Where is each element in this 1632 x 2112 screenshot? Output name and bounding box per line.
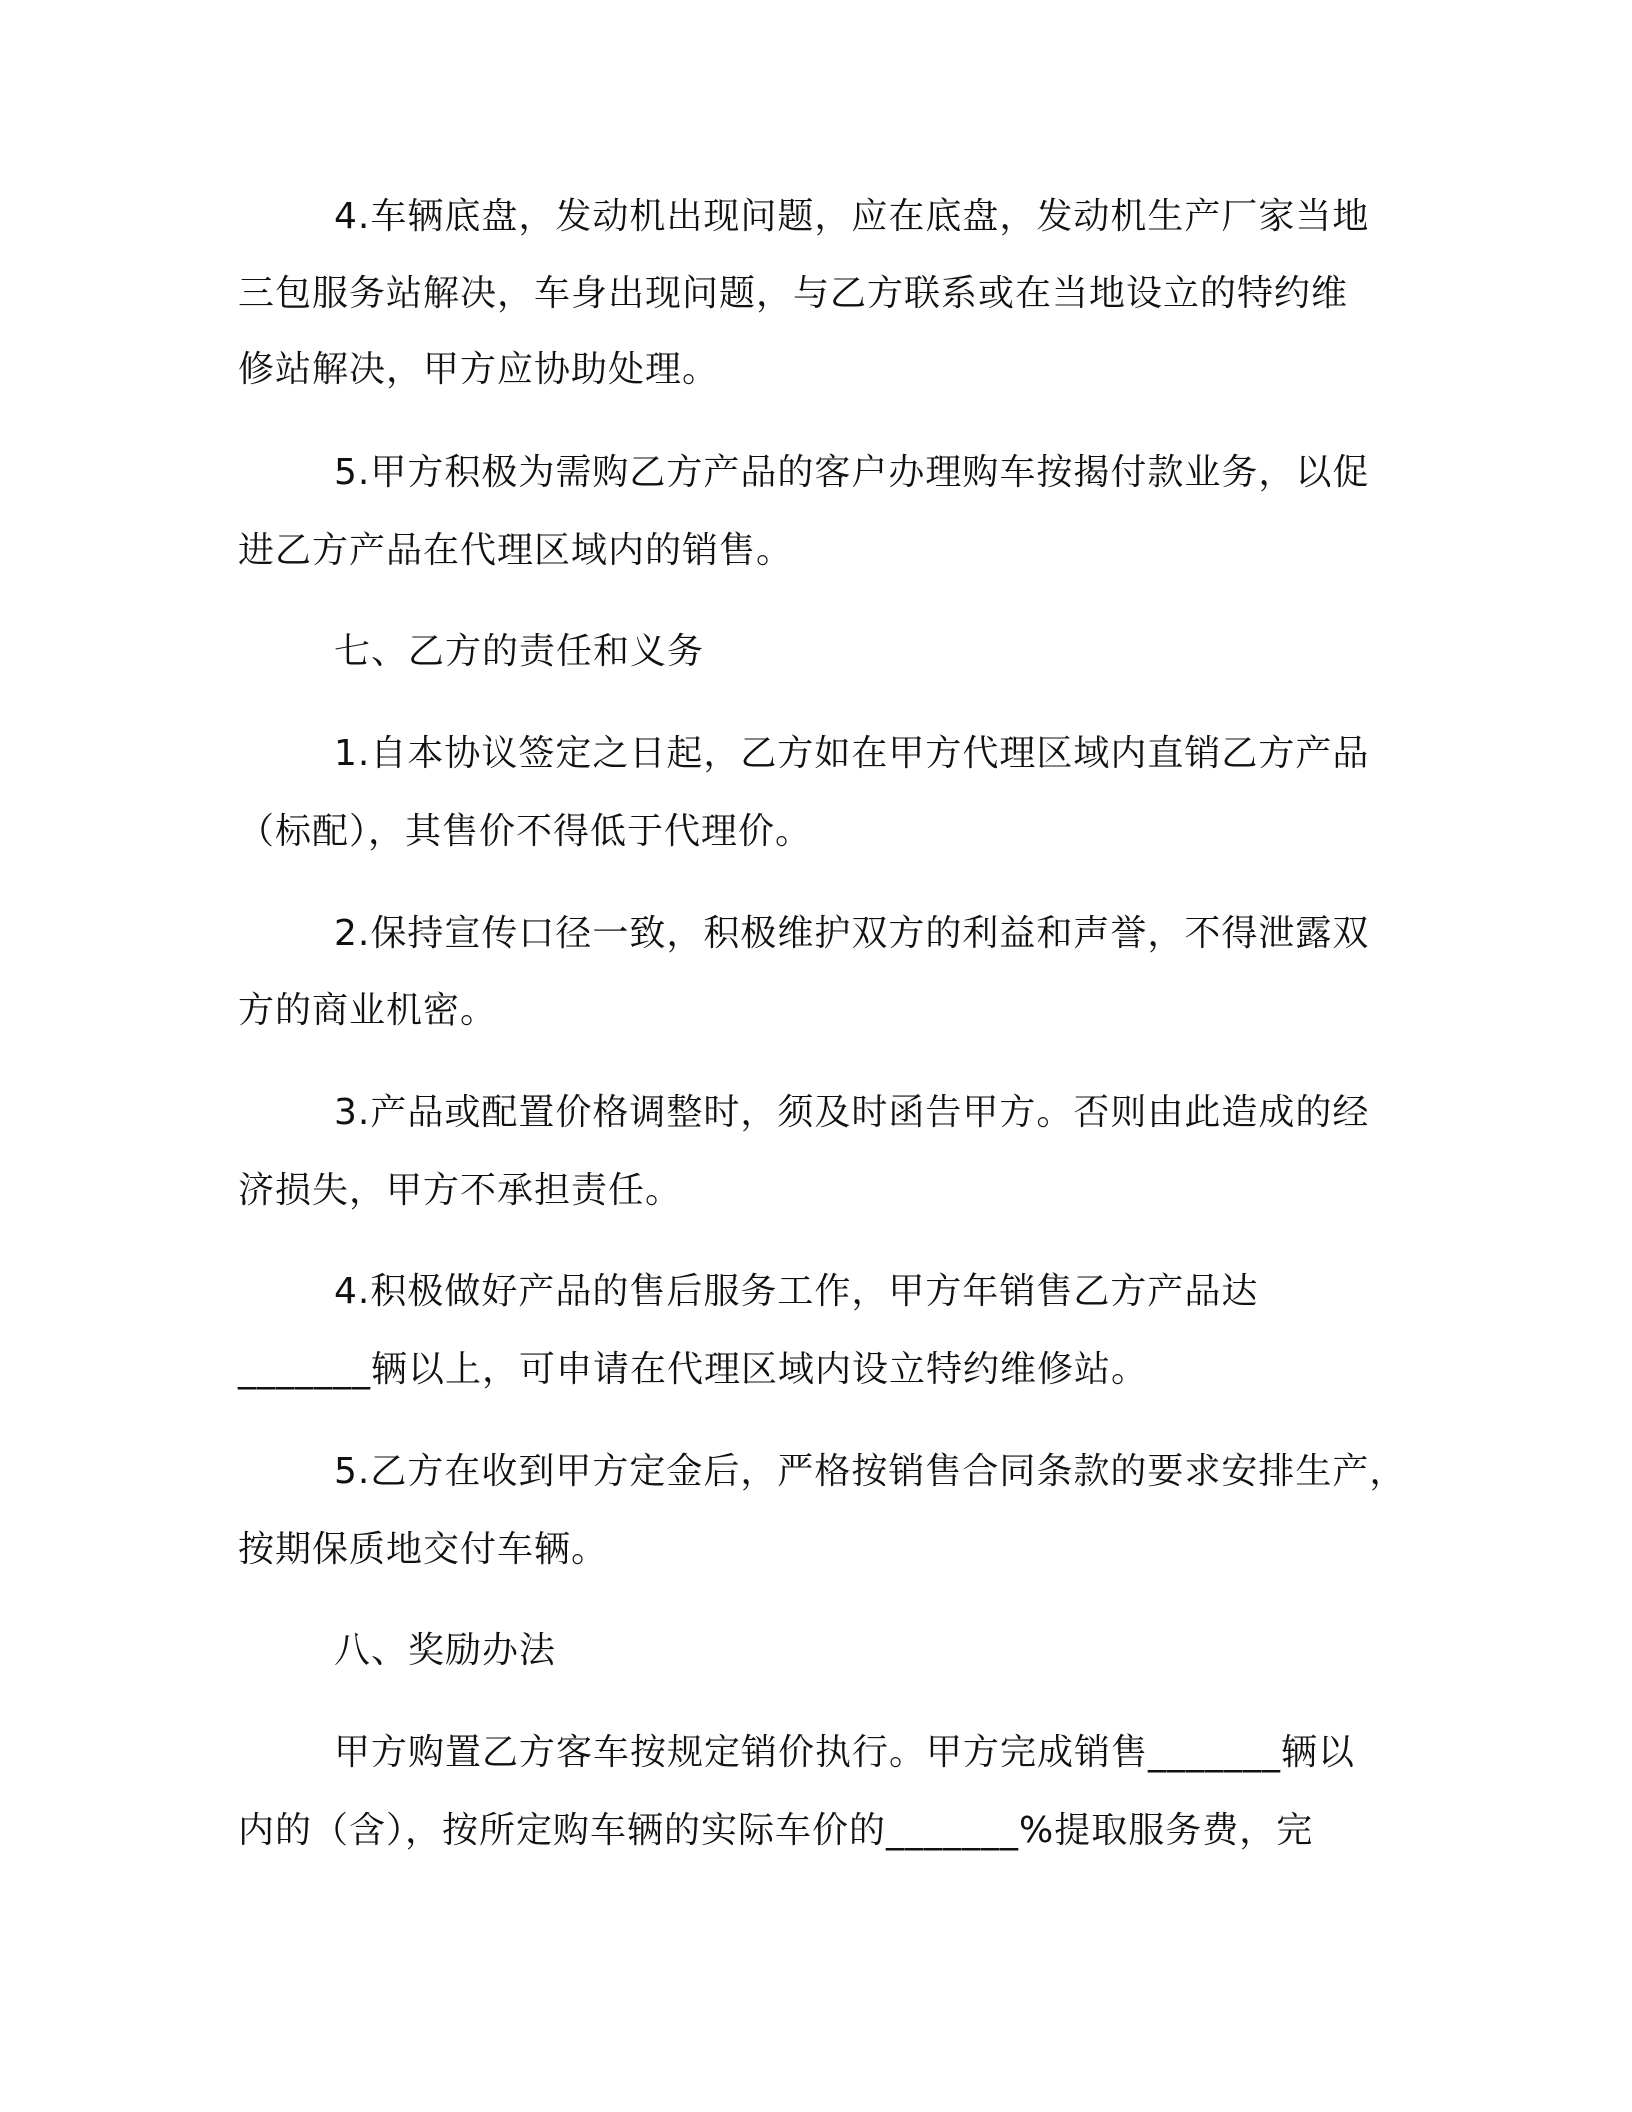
clause-7-3-line-2: 济损失，甲方不承担责任。 [238,1170,683,1211]
clause-6-5-line-1: 5.甲方积极为需购乙方产品的客户办理购车按揭付款业务，以促 [334,452,1370,493]
clause-6-4-line-1: 4.车辆底盘，发动机出现问题，应在底盘，发动机生产厂家当地 [334,196,1370,237]
clause-7-1-line-2: （标配），其售价不得低于代理价。 [238,811,813,852]
clause-7-2-line-1: 2.保持宣传口径一致，积极维护双方的利益和声誉，不得泄露双 [334,913,1370,954]
clause-7-5-line-1: 5.乙方在收到甲方定金后，严格按销售合同条款的要求安排生产， [334,1451,1407,1492]
clause-7-3-line-1: 3.产品或配置价格调整时，须及时函告甲方。否则由此造成的经 [334,1092,1370,1133]
section-8-heading: 八、奖励办法 [334,1630,557,1671]
reward-paragraph-line-2: 内的（含），按所定购车辆的实际车价的_______%提取服务费，完 [238,1810,1314,1851]
clause-7-4-line-1: 4.积极做好产品的售后服务工作，甲方年销售乙方产品达 [334,1271,1259,1312]
clause-6-4-line-3: 修站解决，甲方应协助处理。 [238,349,720,390]
clause-6-4-line-2: 三包服务站解决，车身出现问题，与乙方联系或在当地设立的特约维 [238,273,1349,314]
reward-paragraph-line-1: 甲方购置乙方客车按规定销价执行。甲方完成销售_______辆以 [334,1732,1356,1773]
clause-7-2-line-2: 方的商业机密。 [238,990,498,1031]
clause-7-1-line-1: 1.自本协议签定之日起，乙方如在甲方代理区域内直销乙方产品 [334,733,1370,774]
clause-7-4-line-2: _______辆以上，可申请在代理区域内设立特约维修站。 [238,1349,1149,1390]
clause-6-5-line-2: 进乙方产品在代理区域内的销售。 [238,530,794,571]
section-7-heading: 七、乙方的责任和义务 [334,631,705,672]
clause-7-5-line-2: 按期保质地交付车辆。 [238,1529,609,1570]
